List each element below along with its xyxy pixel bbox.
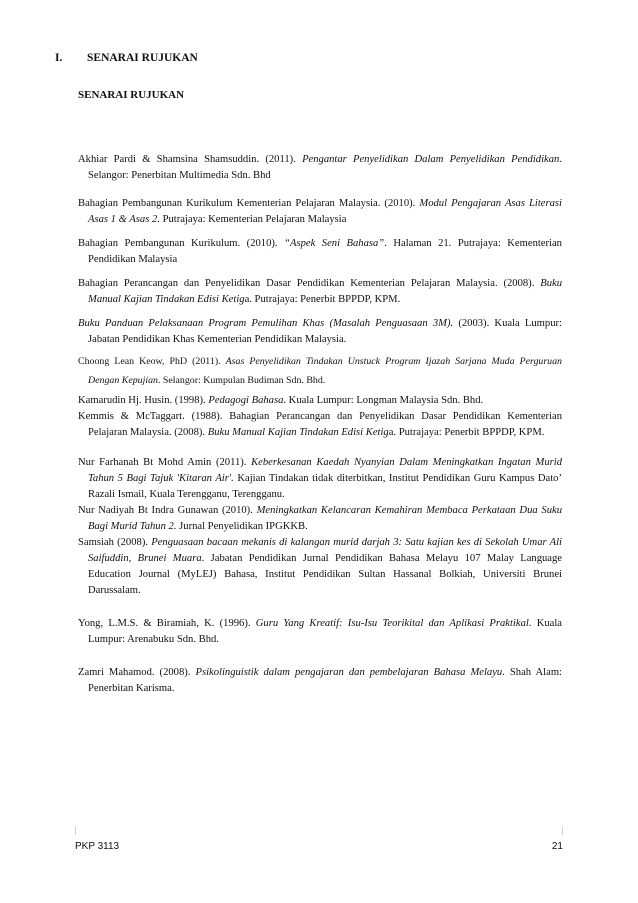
reference-entry: Zamri Mahamod. (2008). Psikolinguistik dalam pengajaran dan pembelajaran Bahasa Melayu. Shah Alam: Penerbitan Karisma.	[78, 667, 563, 694]
section-title: SENARAI RUJUKAN	[87, 52, 198, 64]
reference-entry: Kemmis & McTaggart. (1988). Bahagian Perancangan dan Penyelidikan Dasar Pendidikan Kementerian Pelajaran Malaysia. (2008). Buku Manual Kajian Tindakan Edisi Ketiga. Putrajaya: Penerbit BPPDP, KPM.	[78, 411, 562, 438]
reference-list	[78, 152, 562, 697]
reference-list-title: SENARAI RUJUKAN	[78, 89, 185, 101]
reference-entry: Samsiah (2008). Penguasaan bacaan mekanis di kalangan murid darjah 3: Satu kajian kes di Sekolah Umar Ali Saifuddin, Brunei Muara. Jabatan Pendidikan Jurnal Pendidikan Bahasa Melayu 107 Malay Language Education Journal (MyLEJ) Bahasa, Institut Pendidikan Sultan Hassanal Bolkiah, Universiti Brunei Darussalam.	[78, 537, 562, 596]
section-number: I.	[55, 52, 63, 64]
reference-entry: Nur Farhanah Bt Mohd Amin (2011). Keberkesanan Kaedah Nyanyian Dalam Meningkatkan Ingatan Murid Tahun 5 Bagi Tajuk 'Kitaran Air'. Kajian Tindakan tidak diterbitkan, Institut Pendidikan Guru Kampus Dato’ Razali Ismail, Kuala Terengganu, Terengganu.	[78, 457, 562, 500]
page-corner-mark	[562, 827, 563, 835]
reference-entry: Kamarudin Hj. Husin. (1998). Pedagogi Bahasa. Kuala Lumpur: Longman Malaysia Sdn. Bhd.	[78, 395, 484, 406]
page-number: 21	[551, 841, 563, 852]
reference-entry: Bahagian Pembangunan Kurikulum Kementerian Pelajaran Malaysia. (2010). Modul Pengajaran Asas Literasi Asas 1 & Asas 2. Putrajaya: Kementerian Pelajaran Malaysia	[78, 198, 562, 225]
course-code: PKP 3113	[75, 841, 120, 852]
reference-entry: Akhiar Pardi & Shamsina Shamsuddin. (2011). Pengantar Penyelidikan Dalam Penyelidikan Pendidikan. Selangor: Penerbitan Multimedia Sdn. Bhd	[78, 154, 562, 181]
reference-entry: Bahagian Pembangunan Kurikulum. (2010). “Aspek Seni Bahasa”. Halaman 21. Putrajaya: Kementerian Pendidikan Malaysia	[78, 238, 562, 265]
section-heading	[55, 52, 198, 64]
reference-entry: Bahagian Perancangan dan Penyelidikan Dasar Pendidikan Kementerian Pelajaran Malaysia. (2008). Buku Manual Kajian Tindakan Edisi Ketiga. Putrajaya: Penerbit BPPDP, KPM.	[78, 278, 562, 305]
reference-entry: Buku Panduan Pelaksanaan Program Pemulihan Khas (Masalah Penguasaan 3M). (2003). Kuala Lumpur: Jabatan Pendidikan Khas Kementerian Pendidikan Malaysia.	[78, 318, 562, 345]
reference-entry: Choong Lean Keow, PhD (2011). Asas Penyelidikan Tindakan Unstuck Program Ijazah Sarjana Muda Perguruan Dengan Kepujian. Selangor: Kumpulan Budiman Sdn. Bhd.	[78, 356, 562, 386]
reference-entry: Yong, L.M.S. & Biramiah, K. (1996). Guru Yang Kreatif: Isu-Isu Teorikital dan Aplikasi Praktikal. Kuala Lumpur: Arenabuku Sdn. Bhd.	[78, 618, 562, 645]
page-corner-mark	[75, 827, 76, 835]
reference-entry: Nur Nadiyah Bt Indra Gunawan (2010). Meningkatkan Kelancaran Kemahiran Membaca Perkataan Dua Suku Bagi Murid Tahun 2. Jurnal Penyelidikan IPGKKB.	[78, 505, 562, 532]
